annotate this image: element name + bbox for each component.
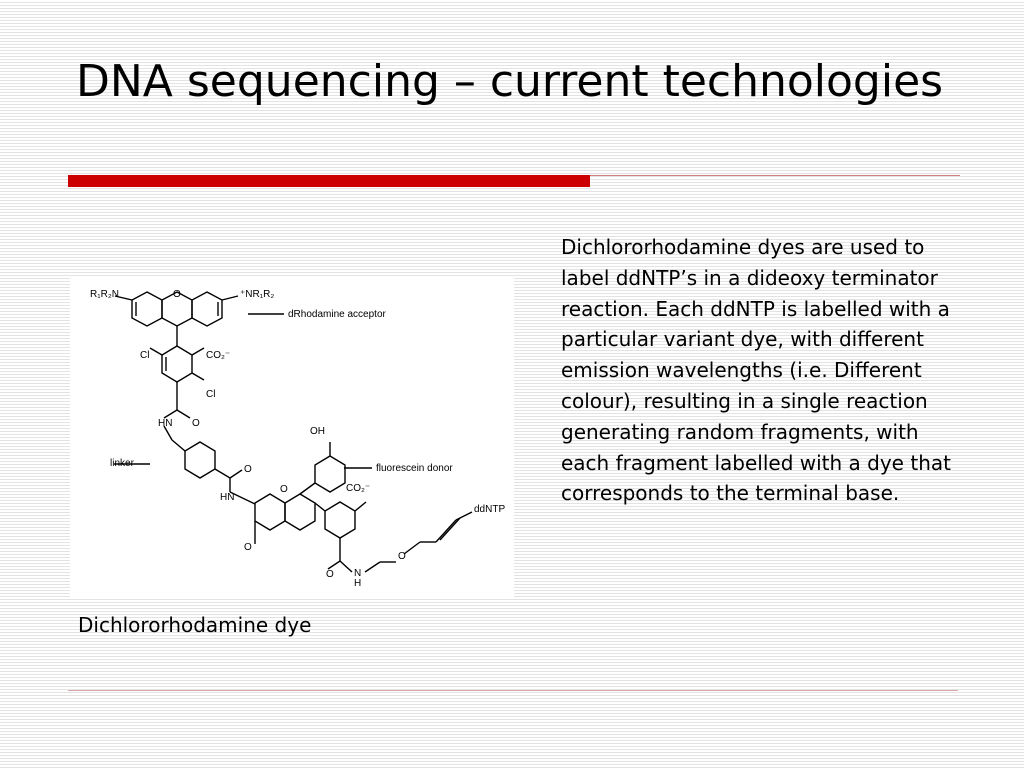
- label-o-keto: O: [244, 542, 252, 553]
- label-o-amide3: O: [326, 569, 334, 580]
- ring-g: [285, 494, 315, 530]
- dichlororhodamine-structure-figure: [70, 276, 514, 598]
- ring-i: [325, 502, 355, 538]
- label-o-amide2: O: [244, 464, 252, 475]
- label-nh: N: [354, 568, 362, 579]
- ring-h: [315, 456, 345, 492]
- label-cl-left: Cl: [140, 350, 150, 361]
- label-oh: OH: [310, 426, 325, 437]
- label-o-amide1: O: [192, 418, 200, 429]
- bonds: [114, 292, 472, 572]
- chemical-structure-diagram: [70, 276, 514, 598]
- ring-f: [255, 494, 285, 530]
- label-r1r2n: R₁R₂N: [90, 289, 119, 300]
- label-o-ring: O: [173, 289, 181, 300]
- label-ddntp: ddNTP: [474, 504, 506, 515]
- label-h: H: [354, 578, 362, 589]
- slide-title: DNA sequencing – current technologies: [76, 56, 944, 107]
- footer-rule: [68, 690, 958, 691]
- body-paragraph: Dichlororhodamine dyes are used to label ddNTP’s in a dideoxy terminator reaction. Each ddNTP is labelled with a particular variant dye, with different emission wavelengths (i.e. Different colour), resulting in a single reaction generating random fragments, with each fragment labelled with a dye that corresponds to the terminal base.: [561, 235, 951, 506]
- label-hn: HN: [158, 418, 173, 429]
- figure-caption: Dichlororhodamine dye: [78, 613, 312, 637]
- title-accent-bar: [68, 175, 590, 187]
- atom-labels: [90, 289, 505, 589]
- ring-e: [185, 442, 215, 478]
- label-o-ring2: O: [280, 484, 288, 495]
- label-cl-right: Cl: [206, 389, 216, 400]
- label-drhodamine-acceptor: dRhodamine acceptor: [288, 309, 386, 320]
- label-o-ether: O: [398, 551, 406, 562]
- label-nr1r2: ⁺NR₁R₂: [240, 289, 275, 300]
- label-co2-bottom: CO₂⁻: [346, 483, 371, 494]
- label-linker: linker: [110, 458, 134, 469]
- label-fluorescein-donor: fluorescein donor: [376, 463, 453, 474]
- label-co2-top: CO₂⁻: [206, 350, 231, 361]
- title-thin-rule: [590, 175, 960, 176]
- label-hn2: HN: [220, 492, 235, 503]
